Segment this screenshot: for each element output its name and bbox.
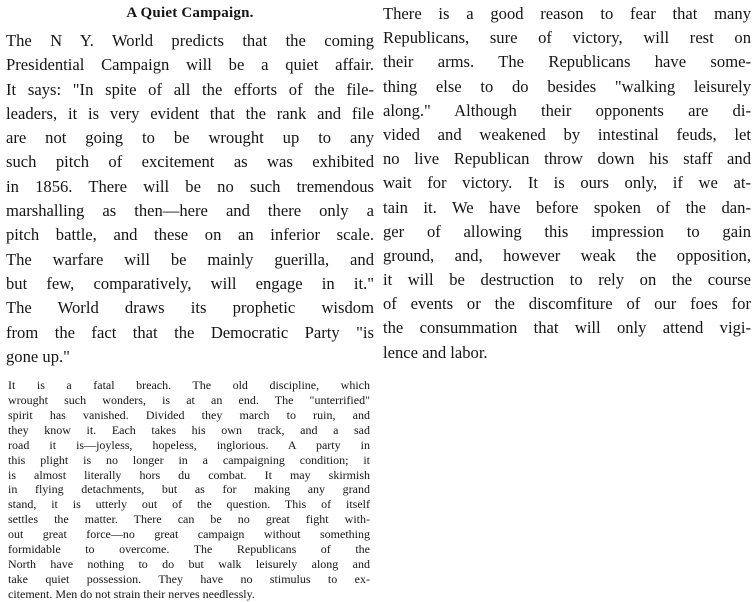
text-line: are not going to be wrought up to any: [6, 128, 374, 148]
text-line: There is a good reason to fear that many: [383, 4, 751, 23]
excerpt-line: they know it. Each takes his own track, and a sad: [8, 422, 370, 437]
quoted-excerpt: [6, 378, 374, 601]
text-line: The N Y. World predicts that the coming: [6, 31, 374, 50]
excerpt-line: spirit has vanished. Divided they march to ruin, and: [8, 407, 370, 422]
text-line: in 1856. There will be no such tremendous: [6, 176, 374, 196]
text-line: Republicans, sure of victory, will rest on: [383, 28, 751, 48]
excerpt-line: stand, it is utterly out of the question. This of itself: [8, 497, 370, 512]
text-line: but few, comparatively, will engage in it.": [6, 273, 374, 293]
text-line: of events or the discomfiture of our foes for: [383, 294, 751, 314]
excerpt-line: this plight is no longer in a campaigning condition; it: [8, 452, 370, 467]
text-line: thing else to do besides "walking leisurely: [383, 76, 751, 96]
text-line: leaders, it is very evident that the rank and file: [6, 103, 374, 123]
article-body-continued: [383, 2, 751, 365]
text-line: tain it. We have before spoken of the dan-: [383, 197, 751, 217]
excerpt-line: It is a fatal breach. The old discipline, which: [8, 378, 370, 393]
text-line: from the fact that the Democratic Party "is: [6, 322, 374, 342]
left-column: [6, 0, 374, 602]
excerpt-line: formidable to overcome. The Republicans of the: [8, 541, 370, 556]
excerpt-line: wrought such wonders, is at an end. The "unterrified": [8, 393, 370, 408]
text-line: pitch battle, and these on an inferior scale.: [6, 225, 374, 245]
text-line: wait for victory. It is ours only, if we at-: [383, 173, 751, 193]
text-line: Presidential Campaign will be a quiet affair.: [6, 55, 374, 75]
excerpt-line: citement. Men do not strain their nerves needlessly.: [8, 586, 255, 601]
text-line: The warfare will be mainly guerilla, and: [6, 249, 374, 269]
text-line: marshalling as then—here and there only a: [6, 201, 374, 221]
text-line: it will be destruction to rely on the course: [383, 270, 751, 290]
text-line: such pitch of excitement as was exhibited: [6, 152, 374, 172]
text-line: lence and labor.: [383, 342, 488, 362]
text-line: gone up.": [6, 346, 70, 366]
excerpt-line: take quiet possession. They have no stimulus to ex-: [8, 571, 370, 586]
text-line: vided and weakened by intestinal feuds, let: [383, 124, 751, 144]
excerpt-line: in flying detachments, but as for making any grand: [8, 482, 370, 497]
article-headline: A Quiet Campaign.: [126, 5, 254, 21]
text-line: no live Republican throw down his staff and: [383, 149, 751, 169]
text-line: the consummation that will only attend vigi-: [383, 318, 751, 338]
text-line: It says: "In spite of all the efforts of the file-: [6, 79, 374, 99]
text-line: The World draws its prophetic wisdom: [6, 298, 374, 318]
article-body: [6, 29, 374, 369]
excerpt-line: road it is—joyless, hopeless, inglorious. A party in: [8, 437, 370, 452]
text-line: ground, and, however weak the opposition,: [383, 245, 751, 265]
excerpt-line: settles the matter. There can be no great fight with-: [8, 512, 370, 527]
text-line: ger of allowing this impression to gain: [383, 221, 751, 241]
right-column: [383, 0, 751, 365]
excerpt-line: North have nothing to do but walk leisurely along and: [8, 556, 370, 571]
excerpt-line: is almost literally hors du combat. It may skirmish: [8, 467, 370, 482]
excerpt-line: out great force—no great campaign without something: [8, 527, 370, 542]
text-line: their arms. The Republicans have some-: [383, 52, 751, 72]
text-line: along." Although their opponents are di-: [383, 100, 751, 120]
